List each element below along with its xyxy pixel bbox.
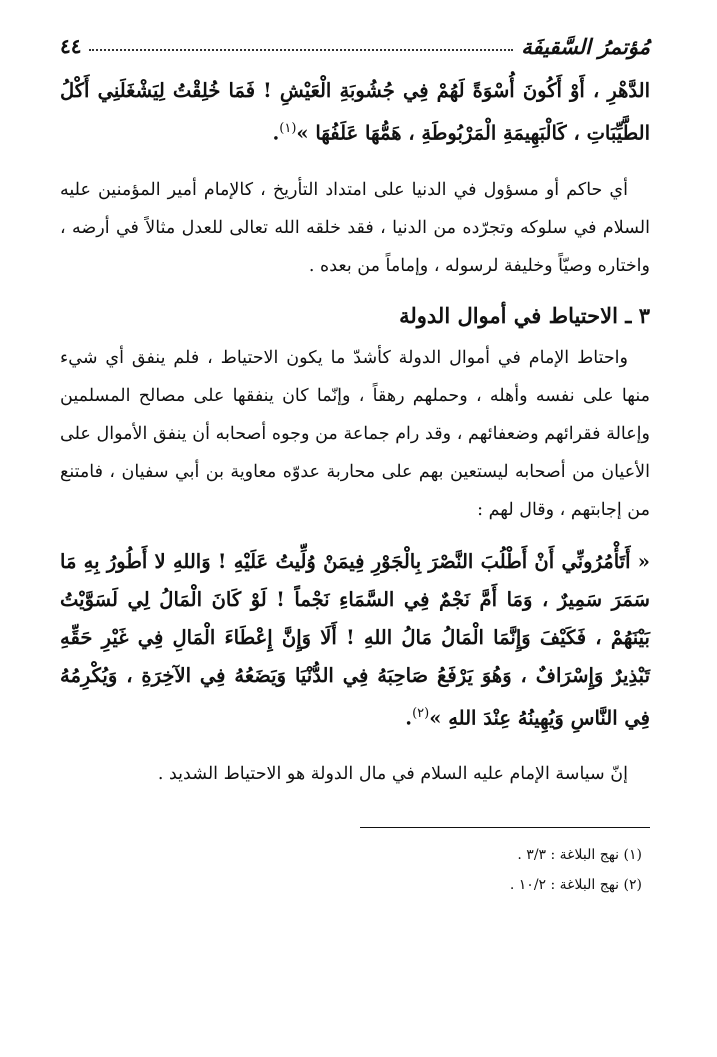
quote-end: . — [272, 121, 280, 145]
footnote-ref-1: (١) — [279, 121, 297, 136]
footnote-divider — [360, 827, 650, 828]
book-page — [60, 28, 650, 900]
page-number: ٤٤ — [60, 34, 82, 58]
footnote-ref-2: (٢) — [412, 705, 430, 721]
paragraph-3: إنّ سياسة الإمام عليه السلام في مال الدولة هو الاحتياط الشديد . — [157, 764, 628, 784]
quote-text: « أَتَأْمُرُونِّي أَنْ أَطْلُبَ النَّصْرَ بِالْجَوْرِ فِيمَنْ وُلِّيتُ عَلَيْهِ ! وَاللهِ لا أَطُورُ بِهِ مَا سَمَرَ سَمِيرٌ ، وَمَا أَمَّ نَجْمٌ فِي السَّمَاءِ نَجْماً ! لَوْ كَانَ الْمَالُ لِي لَسَوَّيْتُ بَيْنَهُمْ ، فَكَيْفَ وَإِنَّمَا الْمَالُ مَالُ اللهِ ! أَلَا وَإِنَّ إِعْطَاءَ الْمَالِ فِي غَيْرِ حَقِّهِ تَبْذِيرٌ وَإِسْرَافٌ ، وَهُوَ يَرْفَعُ صَاحِبَهُ فِي الدُّنْيَا وَيَضَعُهُ فِي الآخِرَةِ ، وَيُكْرِمُهُ فِي النَّاسِ وَيُهِينُهُ عِنْدَ اللهِ » — [60, 549, 650, 729]
running-title: مُؤتمرُ السَّقيفَة — [521, 33, 650, 59]
page-header — [60, 28, 650, 64]
dotted-leader — [89, 49, 513, 51]
section-heading: ٣ ـ الاحتياط في أموال الدولة — [399, 302, 650, 328]
quote-continuation — [60, 72, 650, 153]
paragraph-1: أي حاكم أو مسؤول في الدنيا على امتداد التأريخ ، كالإمام أمير المؤمنين عليه السلام في سلوكه وتجرّده من الدنيا ، فقد خلقه الله تعالى للعدل مثالاً في أرضه ، واختاره وصيّاً وخليفة لرسوله ، وإماماً من بعده . — [60, 179, 650, 276]
quote-end: . — [405, 706, 413, 729]
footnote-1: (١) نهج البلاغة : ٣/٣ . — [517, 847, 642, 863]
paragraph-2: واحتاط الإمام في أموال الدولة كأشدّ ما يكون الاحتياط ، فلم ينفق أي شيء منها على نفسه وأهله ، وحملهم رهقاً ، وإنّما كان ينفقها على مصالح المسلمين وإعالة فقرائهم وضعفائهم ، وقد رام جماعة من وجوه أصحابه أن ينفق الأموال على الأعيان من أصحابه ليستعين بهم على محاربة عدوّه معاوية بن أبي سفيان ، فامتنع من إجابتهم ، وقال لهم : — [60, 347, 650, 520]
quote-block — [60, 543, 650, 738]
footnote-2: (٢) نهج البلاغة : ١٠/٢ . — [509, 877, 642, 893]
quote-text: الدَّهْرِ ، أَوْ أَكُونَ أُسْوَةً لَهُمْ فِي جُشُوبَةِ الْعَيْشِ ! فَمَا خُلِقْتُ لِيَشْغَلَنِي أَكْلُ الطَّيِّبَاتِ ، كَالْبَهِيمَةِ الْمَرْبُوطَةِ ، هَمُّهَا عَلَفُهَا » — [60, 79, 650, 145]
